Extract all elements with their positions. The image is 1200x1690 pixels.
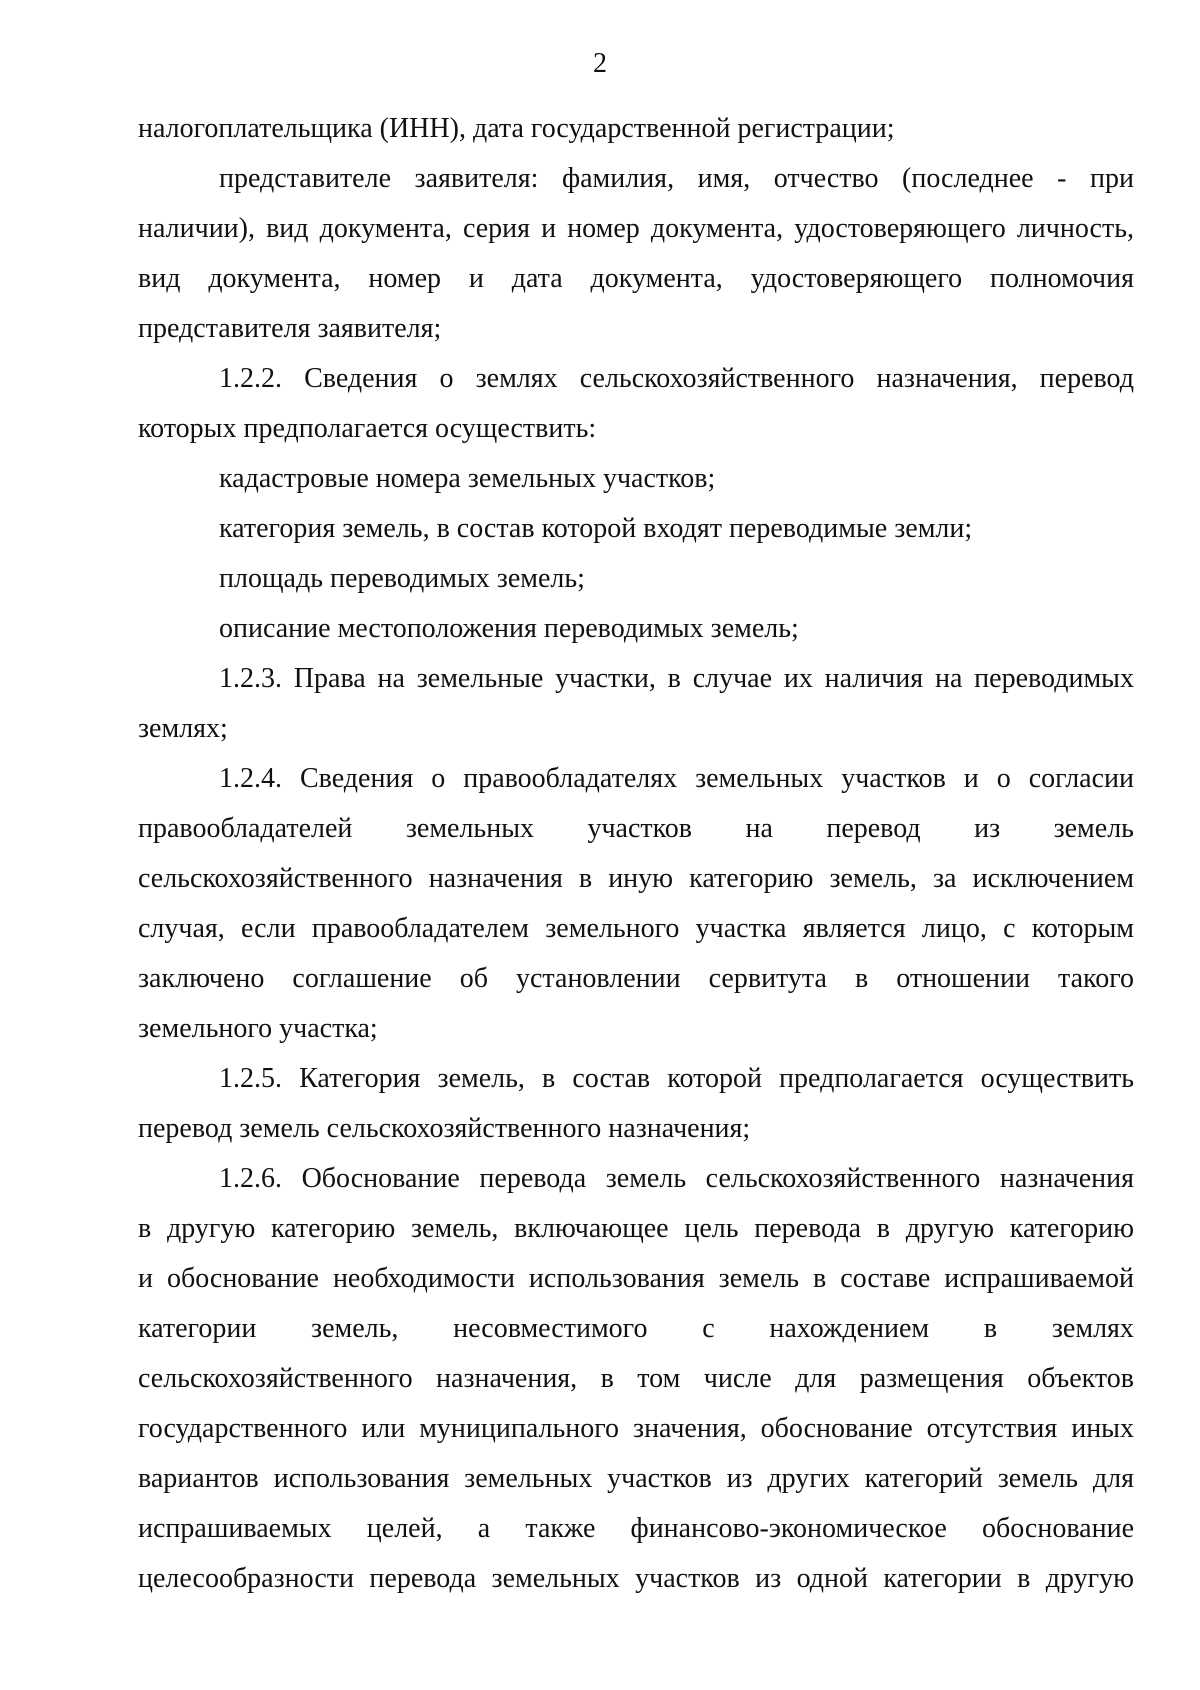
text-line: сельскохозяйственного назначения, в том числе для размещения объектов xyxy=(138,1363,1134,1394)
text-line: описание местоположения переводимых земель; xyxy=(219,613,799,644)
word: обоснование xyxy=(981,1513,1134,1544)
text-line: заключено соглашение об установлении сервитута в отношении такого xyxy=(138,963,1134,994)
text-line-spread xyxy=(138,804,1134,854)
word: земель xyxy=(1053,813,1134,844)
paragraph-1-2-6 xyxy=(138,1154,1134,1604)
word: несовместимого xyxy=(453,1313,648,1344)
document-body xyxy=(138,104,1134,1604)
list-item-cadastral-numbers xyxy=(138,454,1134,504)
list-item-land-category xyxy=(138,504,1134,554)
text-line: и обоснование необходимости использования земель в составе испрашиваемой xyxy=(138,1263,1134,1294)
text-line: вариантов использования земельных участков из других категорий земель для xyxy=(138,1463,1134,1494)
word: на xyxy=(745,813,773,844)
text-line: 1.2.5. Категория земель, в состав которой предполагается осуществить xyxy=(219,1063,1134,1094)
text-line: 1.2.2. Сведения о землях сельскохозяйственного назначения, перевод xyxy=(219,363,1134,394)
text-line: государственного или муниципального значения, обоснование отсутствия иных xyxy=(138,1413,1134,1444)
word: правообладателей xyxy=(138,813,353,844)
word: а xyxy=(477,1513,491,1544)
list-item-location-description xyxy=(138,604,1134,654)
text-fragment: представителе заявителя: фамилия, имя, отчество (последнее - при xyxy=(219,163,1134,194)
paragraph-1-2-5 xyxy=(138,1054,1134,1154)
paragraph-1-2-4 xyxy=(138,754,1134,1054)
word: перевод xyxy=(826,813,921,844)
word: земельных xyxy=(405,813,535,844)
word: испрашиваемых xyxy=(138,1513,332,1544)
word: с xyxy=(702,1313,715,1344)
page-number: 2 xyxy=(593,48,607,79)
word: в xyxy=(983,1313,998,1344)
text-line: налогоплательщика (ИНН), дата государственной регистрации; xyxy=(138,113,895,144)
text-line-spread xyxy=(138,1504,1134,1554)
word: категории xyxy=(138,1313,257,1344)
word: финансово-экономическое xyxy=(630,1513,947,1544)
paragraph-1-2-3 xyxy=(138,654,1134,754)
word: земель, xyxy=(311,1313,399,1344)
text-line: перевод земель сельскохозяйственного назначения; xyxy=(138,1113,751,1144)
text-line xyxy=(138,154,1134,204)
text-line: наличии), вид документа, серия и номер документа, удостоверяющего личность, xyxy=(138,213,1134,244)
text-line: в другую категорию земель, включающее цель перевода в другую категорию xyxy=(138,1213,1134,1244)
paragraph-1-2-2 xyxy=(138,354,1134,454)
text-line: сельскохозяйственного назначения в иную категорию земель, за исключением xyxy=(138,863,1134,894)
text-line: площадь переводимых земель; xyxy=(219,563,585,594)
text-line: которых предполагается осуществить: xyxy=(138,413,597,444)
word: из xyxy=(974,813,1001,844)
text-line-spread xyxy=(138,1304,1134,1354)
text-line: целесообразности перевода земельных участков из одной категории в другую xyxy=(138,1563,1134,1594)
text-line: 1.2.3. Права на земельные участки, в случае их наличия на переводимых xyxy=(219,663,1134,694)
paragraph-taxpayer-info xyxy=(138,104,1134,154)
text-line: представителя заявителя; xyxy=(138,313,442,344)
text-line: категория земель, в состав которой входят переводимые земли; xyxy=(219,513,973,544)
word: нахождением xyxy=(769,1313,930,1344)
text-line: 1.2.4. Сведения о правообладателях земельных участков и о согласии xyxy=(219,763,1134,794)
paragraph-applicant-representative xyxy=(138,154,1134,354)
word: целей, xyxy=(366,1513,443,1544)
text-line: вид документа, номер и дата документа, удостоверяющего полномочия xyxy=(138,263,1134,294)
text-line: земельного участка; xyxy=(138,1013,378,1044)
word: участков xyxy=(587,813,693,844)
list-item-land-area xyxy=(138,554,1134,604)
text-line: 1.2.6. Обоснование перевода земель сельскохозяйственного назначения xyxy=(219,1163,1134,1194)
word: землях xyxy=(1051,1313,1134,1344)
text-line: кадастровые номера земельных участков; xyxy=(219,463,716,494)
text-line: случая, если правообладателем земельного участка является лицо, с которым xyxy=(138,913,1134,944)
text-line: землях; xyxy=(138,713,228,744)
word: также xyxy=(525,1513,596,1544)
